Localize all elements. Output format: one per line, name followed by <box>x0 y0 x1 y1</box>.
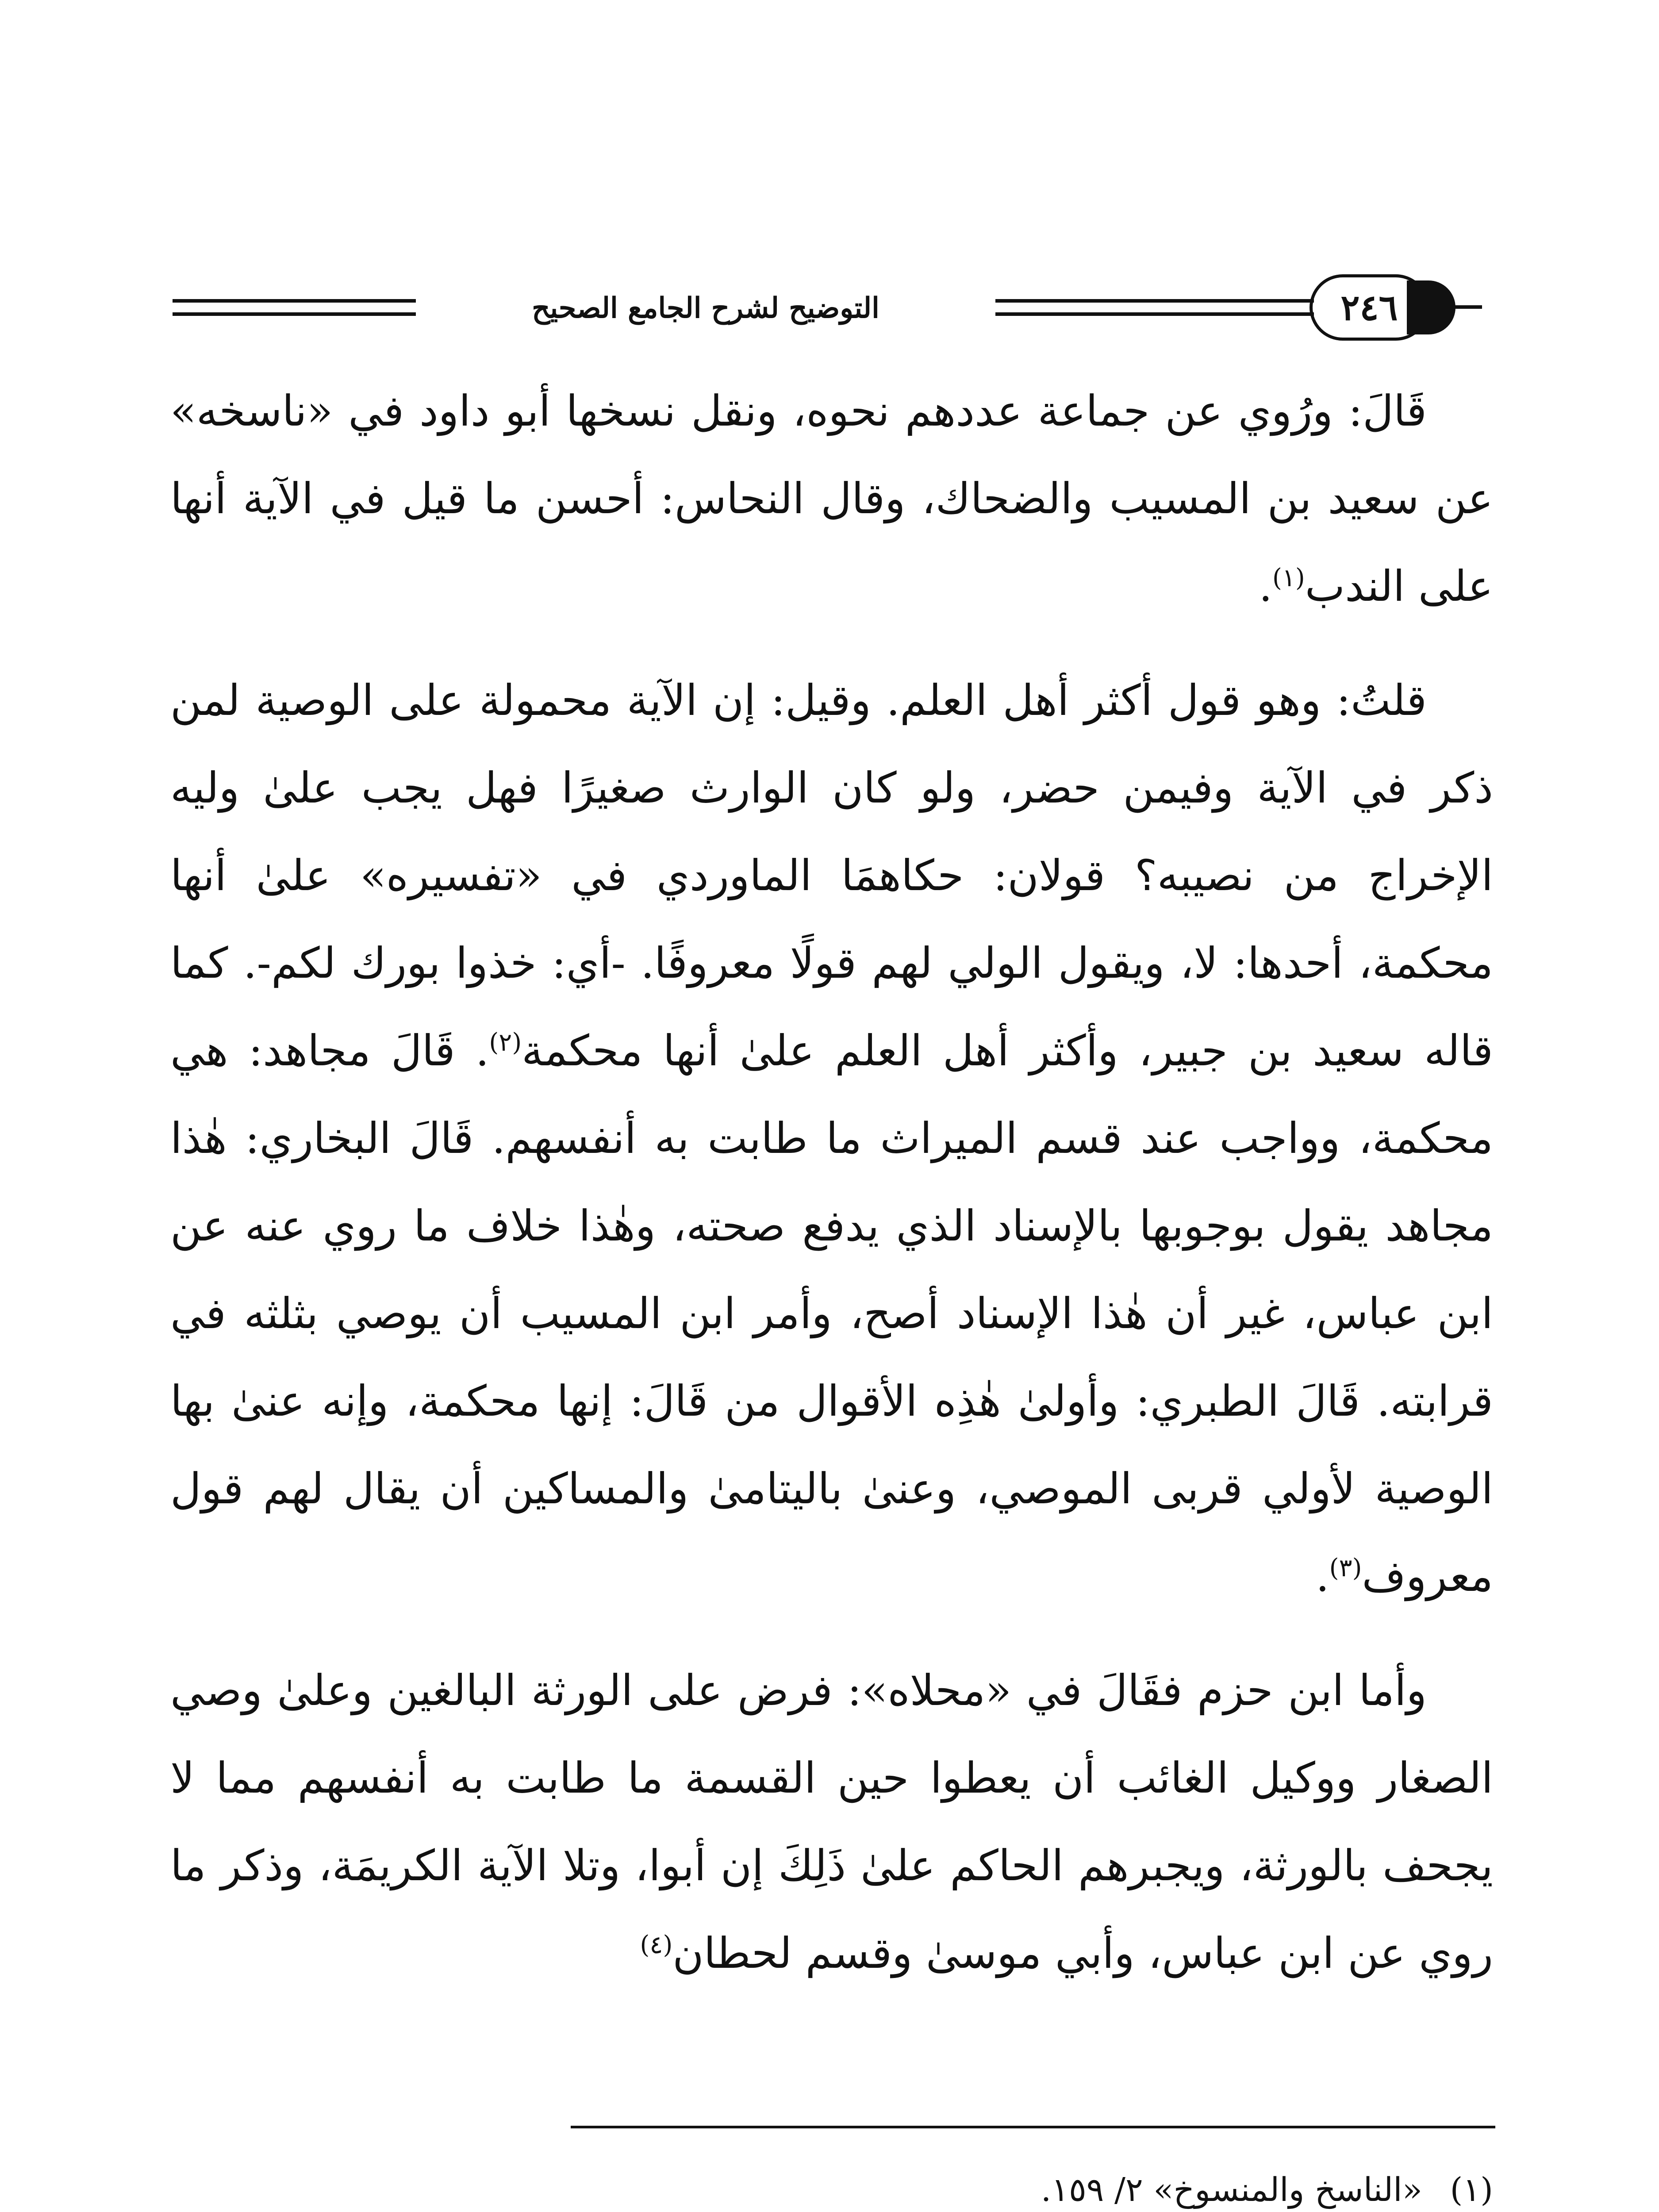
main-text <box>170 367 1493 2024</box>
paragraph: قَالَ: ورُوي عن جماعة عددهم نحوه، ونقل نسخها أبو داود في «ناسخه» عن سعيد بن المسيب والضحاك، وقال النحاس: أحسن ما قيل في الآية أنها على الندب$^{(١)}$. <box>170 386 1493 611</box>
footnote-ref: (٤) <box>640 1931 673 1959</box>
header-rule-right-top <box>995 299 1314 303</box>
header-rule-far-right <box>1429 305 1482 309</box>
book-title: التوضيح لشرح الجامع الصحيح <box>532 292 879 325</box>
footnote-ref: (١) <box>1272 564 1305 592</box>
footnote-ref: (٢) <box>489 1028 522 1057</box>
footnote-number: (١) <box>1450 2171 1493 2209</box>
footnote-ref: (٣) <box>1329 1554 1362 1582</box>
paragraph: قلتُ: وهو قول أكثر أهل العلم. وقيل: إن الآية محمولة على الوصية لمن ذكر في الآية وفيمن حضر، ولو كان الوارث صغيرًا فهل يجب علىٰ وليه الإخراج من نصيبه؟ قولان: حكاهمَا الماوردي في «تفسيره» علىٰ أنها محكمة، أحدها: لا، ويقول الولي لهم قولًا معروفًا. -أي: خذوا بورك لكم-. كما قاله سعيد بن جبير، وأكثر أهل العلم علىٰ أنها محكمة$^{(٢)}$. قَالَ مجاهد: هي محكمة، وواجب عند قسم الميراث ما طابت به أنفسهم. قَالَ البخاري: هٰذا مجاهد يقول بوجوبها بالإسناد الذي يدفع صحته، وهٰذا خلاف ما روي عنه عن ابن عباس، غير أن هٰذا الإسناد أصح، وأمر ابن المسيب أن يوصي بثلثه في قرابته. قَالَ الطبري: وأولىٰ هٰذِه الأقوال من قَالَ: إنها محكمة، وإنه عنىٰ بها الوصية لأولي قربى الموصي، وعنىٰ باليتامىٰ والمساكين أن يقال لهم قول معروف$^{(٣)}$. <box>170 676 1494 1601</box>
header-rule-right-bottom <box>995 312 1314 316</box>
header-rule-left-bottom <box>173 312 416 316</box>
paragraph: وأما ابن حزم فقَالَ في «محلاه»: فرض على الورثة البالغين وعلىٰ وصي الصغار ووكيل الغائب أن يعطوا حين القسمة ما طابت به أنفسهم مما لا يجحف بالورثة، ويجبرهم الحاكم علىٰ ذَلِكَ إن أبوا، وتلا الآية الكريمَة، وذكر ما روي عن ابن عباس، وأبي موسىٰ وقسم لحطان$^{(٤)}$ <box>170 1666 1493 1978</box>
footnote-text: «الناسخ والمنسوخ» ٢/ ١٥٩. <box>1041 2171 1422 2209</box>
footnote-separator <box>571 2126 1495 2128</box>
page-number: ٢٤٦ <box>1310 274 1429 341</box>
footnotes <box>170 2152 1493 2212</box>
header-rule-left-top <box>173 299 416 303</box>
footnote <box>170 2152 1493 2212</box>
running-header <box>173 270 1482 349</box>
